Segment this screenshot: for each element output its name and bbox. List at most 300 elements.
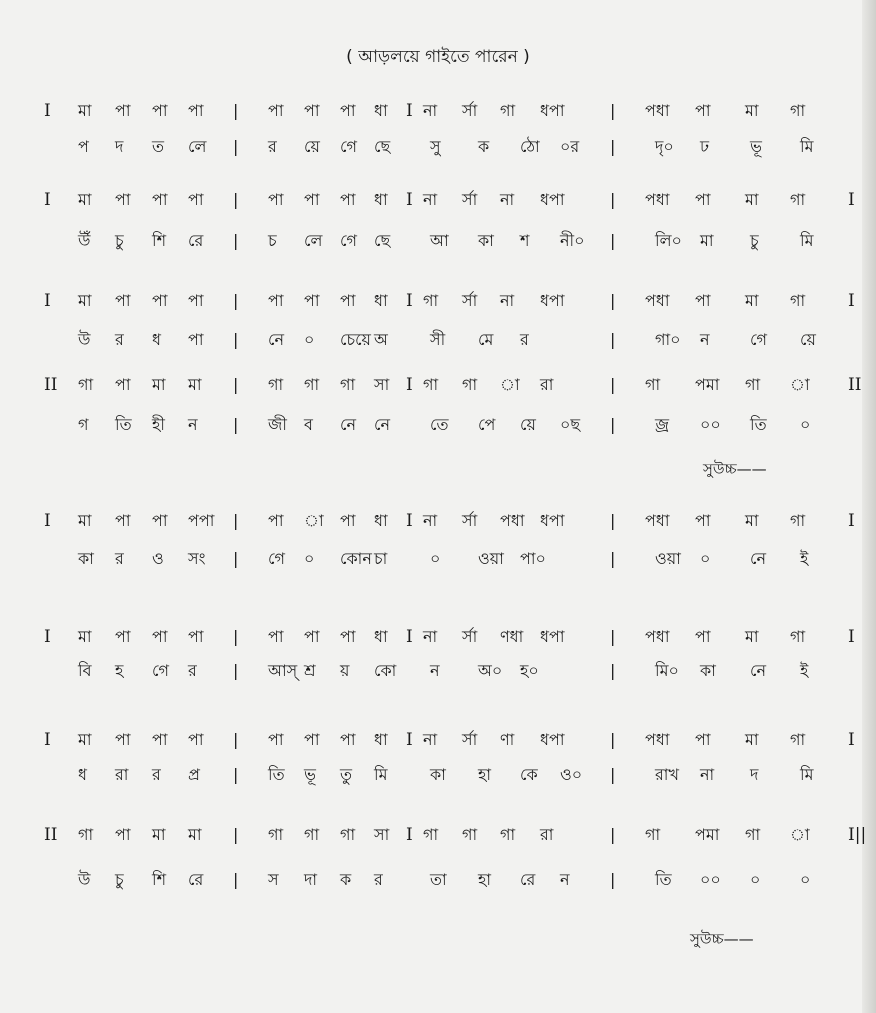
lyric-syllable: উঁ xyxy=(78,231,91,250)
note: পধা xyxy=(645,291,670,310)
lyric-syllable: উ xyxy=(78,870,91,889)
lyric-syllable: ওয়া xyxy=(478,549,504,568)
note: পা xyxy=(695,190,711,209)
note: ধা xyxy=(374,101,388,120)
lyric-syllable: নী০ xyxy=(560,231,585,250)
note: পা xyxy=(115,291,131,310)
note: সা xyxy=(374,825,390,844)
lyric-syllable: গ xyxy=(78,415,89,434)
lyric-syllable: শ্র xyxy=(304,661,316,680)
lyric-syllable: ঢ xyxy=(700,137,710,156)
note: মা xyxy=(78,291,92,310)
note: গা xyxy=(645,375,661,394)
note: না xyxy=(423,627,438,646)
lyric-syllable: ০০ xyxy=(700,870,721,889)
lyric-syllable: রা xyxy=(115,765,129,784)
lyric-syllable: য়ে xyxy=(304,137,320,156)
note: রা xyxy=(540,825,554,844)
end-barline: I xyxy=(848,627,855,647)
lyric-syllable: ০০ xyxy=(700,415,721,434)
lyric-syllable: চ xyxy=(268,231,277,250)
lyric-syllable: পে xyxy=(478,415,496,434)
barline: | xyxy=(610,330,616,349)
lyric-syllable: কা xyxy=(430,765,446,784)
note: ধপা xyxy=(540,101,565,120)
end-barline: II xyxy=(848,375,862,395)
note: ণা xyxy=(500,730,515,749)
lyric-syllable: গে xyxy=(268,549,285,568)
lyric-syllable: নে xyxy=(340,415,357,434)
note: পধা xyxy=(500,511,525,530)
barline: | xyxy=(610,730,616,749)
note: না xyxy=(423,730,438,749)
note: পা xyxy=(340,101,356,120)
lyric-syllable: র xyxy=(152,765,161,784)
note: গা xyxy=(745,825,761,844)
lyric-syllable: স xyxy=(268,870,279,889)
note: পা xyxy=(268,291,284,310)
lyric-syllable: নে xyxy=(750,661,767,680)
note: গা xyxy=(790,511,806,530)
lyric-syllable: র xyxy=(115,330,124,349)
lyric-syllable: রাখ xyxy=(655,765,679,784)
barline: | xyxy=(610,190,616,209)
barline: | xyxy=(233,661,239,680)
note: গা xyxy=(645,825,661,844)
note: ধা xyxy=(374,730,388,749)
lyric-syllable: ন xyxy=(560,870,570,889)
lyric-syllable: ০ xyxy=(750,870,761,889)
note: া xyxy=(500,375,520,394)
lyric-syllable: দা xyxy=(304,870,318,889)
mid-barline: I xyxy=(406,190,413,210)
note: পা xyxy=(188,291,204,310)
note: পা xyxy=(340,627,356,646)
lyric-syllable: ভূ xyxy=(304,765,316,784)
note: গা xyxy=(304,375,320,394)
note: মা xyxy=(745,627,759,646)
note: র্সা xyxy=(462,627,478,646)
lyric-syllable: প্র xyxy=(188,765,200,784)
lyric-syllable: চা xyxy=(374,549,388,568)
note: মা xyxy=(188,375,202,394)
mid-barline: I xyxy=(406,511,413,531)
barline: | xyxy=(233,511,239,530)
lyric-syllable: গে xyxy=(750,330,767,349)
lyric-syllable: শি xyxy=(152,231,167,250)
lyric-syllable: চেয়ে xyxy=(340,330,371,349)
note: মা xyxy=(152,375,166,394)
note: া xyxy=(790,375,810,394)
note: পা xyxy=(304,627,320,646)
note: ধা xyxy=(374,291,388,310)
note: মা xyxy=(78,511,92,530)
barline: | xyxy=(233,330,239,349)
end-barline: I xyxy=(848,291,855,311)
note: পধা xyxy=(645,511,670,530)
barline: | xyxy=(610,765,616,784)
lyric-syllable: সী xyxy=(430,330,446,349)
note: পা xyxy=(115,627,131,646)
start-barline: I xyxy=(44,291,51,311)
note: গা xyxy=(268,375,284,394)
note: না xyxy=(423,511,438,530)
note: গা xyxy=(423,375,439,394)
barline: | xyxy=(610,375,616,394)
page-title: ( আড়লয়ে গাইতে পারেন ) xyxy=(346,47,530,67)
note: পা xyxy=(695,730,711,749)
note: ধা xyxy=(374,190,388,209)
barline: | xyxy=(233,137,239,156)
lyric-syllable: য়ে xyxy=(800,330,816,349)
lyric-syllable: য় xyxy=(340,661,350,680)
note: না xyxy=(423,190,438,209)
note: পা xyxy=(152,730,168,749)
start-barline: II xyxy=(44,825,58,845)
ascent-marker: সুউচ্চ—— xyxy=(703,460,767,478)
ascent-marker: সুউচ্চ—— xyxy=(690,930,754,948)
lyric-syllable: ক xyxy=(340,870,352,889)
note: পা xyxy=(304,291,320,310)
lyric-syllable: ধ xyxy=(78,765,87,784)
note: পা xyxy=(695,627,711,646)
note: না xyxy=(500,190,515,209)
lyric-syllable: ক xyxy=(478,137,490,156)
lyric-syllable: রে xyxy=(188,870,204,889)
barline: | xyxy=(610,661,616,680)
note: পপা xyxy=(188,511,215,530)
lyric-syllable: গা০ xyxy=(655,330,681,349)
mid-barline: I xyxy=(406,101,413,121)
lyric-syllable: মি xyxy=(374,765,388,784)
lyric-syllable: মি xyxy=(800,137,814,156)
lyric-syllable: রে xyxy=(520,870,536,889)
lyric-syllable: তু xyxy=(340,765,353,784)
note: র্সা xyxy=(462,190,478,209)
lyric-syllable: য়ে xyxy=(520,415,536,434)
note: গা xyxy=(78,375,94,394)
note: গা xyxy=(340,825,356,844)
lyric-syllable: ০ xyxy=(800,870,811,889)
note: না xyxy=(500,291,515,310)
lyric-syllable: ও xyxy=(152,549,164,568)
lyric-syllable: চু xyxy=(115,231,124,250)
lyric-syllable: নে xyxy=(268,330,285,349)
lyric-syllable: র xyxy=(115,549,124,568)
note: গা xyxy=(790,627,806,646)
note: মা xyxy=(78,627,92,646)
lyric-syllable: চু xyxy=(115,870,124,889)
note: পা xyxy=(115,730,131,749)
note: পা xyxy=(268,190,284,209)
barline: | xyxy=(233,825,239,844)
note: পা xyxy=(152,511,168,530)
lyric-syllable: র xyxy=(268,137,277,156)
lyric-syllable: না xyxy=(700,765,715,784)
note: ধপা xyxy=(540,627,565,646)
note: পা xyxy=(188,190,204,209)
note: পা xyxy=(268,101,284,120)
note: মা xyxy=(745,511,759,530)
lyric-syllable: কা xyxy=(78,549,94,568)
lyric-syllable: তে xyxy=(430,415,449,434)
note: গা xyxy=(462,375,478,394)
note: গা xyxy=(790,190,806,209)
barline: | xyxy=(233,190,239,209)
lyric-syllable: ০ xyxy=(700,549,711,568)
lyric-syllable: ০ xyxy=(304,330,315,349)
end-barline: I xyxy=(848,730,855,750)
lyric-syllable: হ০ xyxy=(520,661,539,680)
lyric-syllable: কে xyxy=(520,765,538,784)
note: পা xyxy=(152,190,168,209)
barline: | xyxy=(610,549,616,568)
end-barline: I xyxy=(848,190,855,210)
note: মা xyxy=(78,190,92,209)
lyric-syllable: ছে xyxy=(374,231,391,250)
note: মা xyxy=(745,101,759,120)
mid-barline: I xyxy=(406,627,413,647)
note: গা xyxy=(304,825,320,844)
lyric-syllable: ছে xyxy=(374,137,391,156)
lyric-syllable: কো xyxy=(374,661,397,680)
note: পা xyxy=(152,627,168,646)
note: পা xyxy=(340,190,356,209)
lyric-syllable: মি০ xyxy=(655,661,679,680)
barline: | xyxy=(610,137,616,156)
note: পা xyxy=(695,101,711,120)
lyric-syllable: শি xyxy=(152,870,167,889)
lyric-syllable: সং xyxy=(188,549,206,568)
note: র্সা xyxy=(462,730,478,749)
lyric-syllable: লে xyxy=(304,231,323,250)
lyric-syllable: তি xyxy=(115,415,132,434)
note: পমা xyxy=(695,375,720,394)
note: গা xyxy=(78,825,94,844)
note: র্সা xyxy=(462,511,478,530)
lyric-syllable: ধ xyxy=(152,330,161,349)
lyric-syllable: গে xyxy=(152,661,169,680)
lyric-syllable: তি xyxy=(655,870,672,889)
note: র্সা xyxy=(462,291,478,310)
lyric-syllable: ত xyxy=(152,137,165,156)
lyric-syllable: হা xyxy=(478,765,492,784)
start-barline: I xyxy=(44,101,51,121)
note: ধা xyxy=(374,627,388,646)
note: গা xyxy=(268,825,284,844)
lyric-syllable: দ xyxy=(115,137,124,156)
lyric-syllable: অ xyxy=(374,330,388,349)
barline: | xyxy=(233,870,239,889)
barline: | xyxy=(610,415,616,434)
lyric-syllable: ভূ xyxy=(750,137,762,156)
note: পমা xyxy=(695,825,720,844)
note: গা xyxy=(462,825,478,844)
barline: | xyxy=(233,415,239,434)
lyric-syllable: শ xyxy=(520,231,530,250)
note: পা xyxy=(115,190,131,209)
lyric-syllable: র xyxy=(520,330,529,349)
note: পা xyxy=(115,825,131,844)
lyric-syllable: উ xyxy=(78,330,91,349)
note: পধা xyxy=(645,730,670,749)
note: গা xyxy=(500,825,516,844)
note: পা xyxy=(152,291,168,310)
lyric-syllable: পা০ xyxy=(520,549,546,568)
barline: | xyxy=(610,291,616,310)
note: পা xyxy=(152,101,168,120)
barline: | xyxy=(610,231,616,250)
mid-barline: I xyxy=(406,730,413,750)
lyric-syllable: ব xyxy=(304,415,313,434)
lyric-syllable: ০ছ xyxy=(560,415,581,434)
lyric-syllable: লি০ xyxy=(655,231,682,250)
note: মা xyxy=(745,730,759,749)
barline: | xyxy=(233,291,239,310)
lyric-syllable: ঠো xyxy=(520,137,540,156)
lyric-syllable: দ xyxy=(750,765,759,784)
note: পা xyxy=(188,627,204,646)
note: পা xyxy=(268,627,284,646)
note: পধা xyxy=(645,190,670,209)
note: র্সা xyxy=(462,101,478,120)
lyric-syllable: ই xyxy=(800,549,809,568)
barline: | xyxy=(233,549,239,568)
lyric-syllable: কোন xyxy=(340,549,372,568)
barline: | xyxy=(233,730,239,749)
note: গা xyxy=(423,825,439,844)
note: পা xyxy=(340,291,356,310)
note: ধপা xyxy=(540,730,565,749)
note: মা xyxy=(188,825,202,844)
note: পা xyxy=(188,101,204,120)
lyric-syllable: আ xyxy=(430,231,449,250)
lyric-syllable: তি xyxy=(268,765,285,784)
lyric-syllable: সু xyxy=(430,137,441,156)
barline: | xyxy=(610,627,616,646)
note: ণধা xyxy=(500,627,524,646)
note: গা xyxy=(790,291,806,310)
lyric-syllable: মি xyxy=(800,765,814,784)
note: গা xyxy=(500,101,516,120)
barline: | xyxy=(233,231,239,250)
lyric-syllable: গে xyxy=(340,137,357,156)
note: পা xyxy=(115,375,131,394)
barline: | xyxy=(233,375,239,394)
lyric-syllable: দৃ০ xyxy=(655,137,674,156)
lyric-syllable: তি xyxy=(750,415,767,434)
lyric-syllable: ওয়া xyxy=(655,549,681,568)
mid-barline: I xyxy=(406,291,413,311)
barline: | xyxy=(610,870,616,889)
note: পা xyxy=(188,730,204,749)
end-barline: I|| xyxy=(848,825,867,845)
lyric-syllable: র xyxy=(374,870,383,889)
note: পা xyxy=(304,190,320,209)
note: গা xyxy=(423,291,439,310)
lyric-syllable: জী xyxy=(268,415,287,434)
lyric-syllable: আস্ xyxy=(268,661,298,680)
lyric-syllable: চু xyxy=(750,231,759,250)
barline: | xyxy=(610,101,616,120)
note: মা xyxy=(745,291,759,310)
lyric-syllable: ০ xyxy=(430,549,441,568)
note: পধা xyxy=(645,627,670,646)
mid-barline: I xyxy=(406,375,413,395)
note: মা xyxy=(78,730,92,749)
mid-barline: I xyxy=(406,825,413,845)
note: ধা xyxy=(374,511,388,530)
lyric-syllable: ০ xyxy=(304,549,315,568)
lyric-syllable: তা xyxy=(430,870,447,889)
note: পধা xyxy=(645,101,670,120)
lyric-syllable: গে xyxy=(340,231,357,250)
lyric-syllable: ০ xyxy=(800,415,811,434)
note: না xyxy=(423,101,438,120)
note: পা xyxy=(268,730,284,749)
note: ধপা xyxy=(540,190,565,209)
barline: | xyxy=(610,511,616,530)
lyric-syllable: কা xyxy=(478,231,494,250)
lyric-syllable: র xyxy=(188,661,197,680)
start-barline: I xyxy=(44,190,51,210)
barline: | xyxy=(233,627,239,646)
note: সা xyxy=(374,375,390,394)
lyric-syllable: জ্র xyxy=(655,415,670,434)
page-binding-edge xyxy=(862,0,876,1013)
barline: | xyxy=(610,825,616,844)
lyric-syllable: কা xyxy=(700,661,716,680)
note: পা xyxy=(304,730,320,749)
lyric-syllable: ন xyxy=(188,415,198,434)
end-barline: I xyxy=(848,511,855,531)
lyric-syllable: হী xyxy=(152,415,165,434)
start-barline: II xyxy=(44,375,58,395)
note: ধপা xyxy=(540,511,565,530)
note: পা xyxy=(695,511,711,530)
note: গা xyxy=(790,101,806,120)
lyric-syllable: ০র xyxy=(560,137,580,156)
lyric-syllable: প xyxy=(78,137,89,156)
note: পা xyxy=(304,101,320,120)
note: পা xyxy=(340,511,356,530)
note: গা xyxy=(790,730,806,749)
barline: | xyxy=(233,765,239,784)
note: মা xyxy=(78,101,92,120)
lyric-syllable: নে xyxy=(750,549,767,568)
lyric-syllable: ই xyxy=(800,661,809,680)
note: া xyxy=(304,511,324,530)
lyric-syllable: পা xyxy=(188,330,204,349)
start-barline: I xyxy=(44,627,51,647)
lyric-syllable: বি xyxy=(78,661,92,680)
lyric-syllable: হ xyxy=(115,661,124,680)
note: পা xyxy=(340,730,356,749)
note: মা xyxy=(745,190,759,209)
start-barline: I xyxy=(44,511,51,531)
lyric-syllable: রে xyxy=(188,231,204,250)
lyric-syllable: হা xyxy=(478,870,492,889)
note: রা xyxy=(540,375,554,394)
note: পা xyxy=(268,511,284,530)
note: ধপা xyxy=(540,291,565,310)
lyric-syllable: নে xyxy=(374,415,391,434)
start-barline: I xyxy=(44,730,51,750)
lyric-syllable: ন xyxy=(700,330,710,349)
lyric-syllable: মে xyxy=(478,330,494,349)
note: গা xyxy=(340,375,356,394)
lyric-syllable: ও০ xyxy=(560,765,583,784)
